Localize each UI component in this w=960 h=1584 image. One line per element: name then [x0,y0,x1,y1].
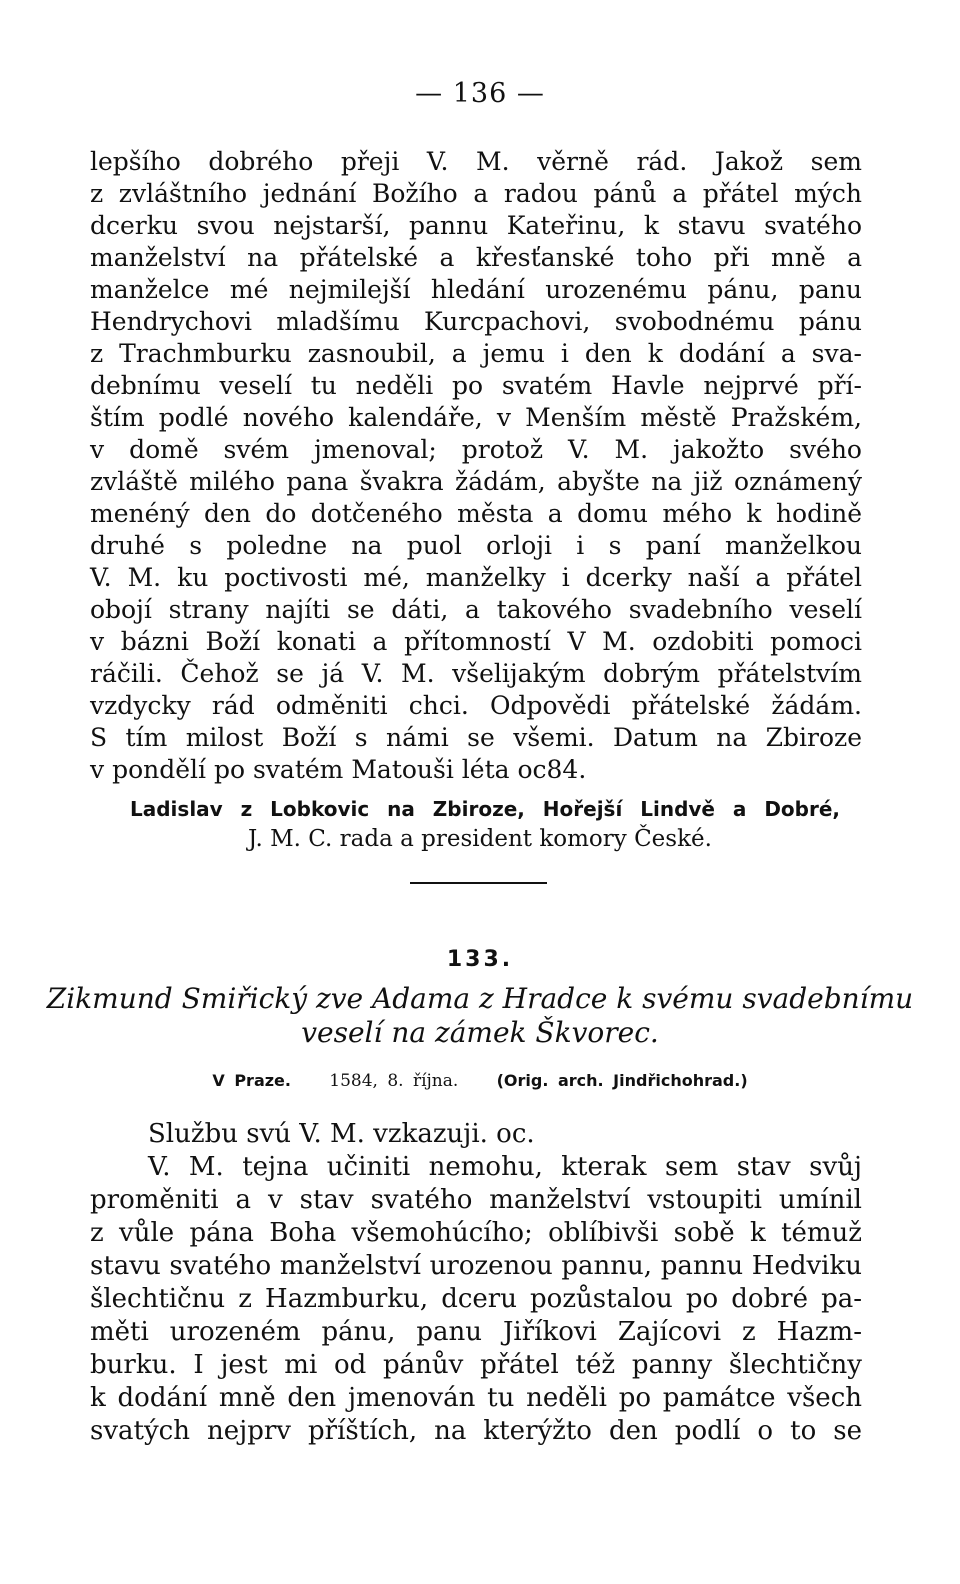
text-line: v domě svém jmenoval; protož V. M. jakožto svého [90,435,862,464]
text-line: ráčili. Čehož se já V. M. všelijakým dobrým přátelstvím [90,659,862,688]
text-line: menéný den do dotčeného města a domu mého k hodině [90,499,862,528]
text-line: z Trachmburku zasnoubil, a jemu i den k dodání a sva- [90,339,862,368]
source-date: 1584, 8. října. [329,1071,459,1091]
letter-heading: Zikmund Smiřický zve Adama z Hradce k svému svadebnímu [46,982,914,1015]
text-line: obojí strany najíti se dáti, a takového svadebního veselí [90,595,862,624]
text-line: vzdycky rád odměniti chci. Odpovědi přátelské žádám. [90,691,862,720]
text-line: zvláště milého pana švakra žádám, abyšte na již oznámený [90,467,862,496]
text-line: štím podlé nového kalendáře, v Menším městě Pražském, [90,403,862,432]
section-divider [410,882,547,884]
text-line: z zvláštního jednání Božího a radou pánů a přátel mých [90,179,862,208]
text-line: v bázni Boží konati a přítomností V M. ozdobiti pomoci [90,627,862,656]
signature-title: J. M. C. rada a president komory České. [248,826,712,852]
text-line: manželce mé nejmilejší hledání urozenému pánu, panu [90,275,862,304]
text-line: S tím milost Boží s námi se všemi. Datum na Zbiroze [90,723,862,752]
text-line: stavu svatého manželství urozenou pannu, pannu Hedviku [90,1251,862,1281]
text-line: svatých nejprv příštích, na kterýžto den podlí o to se [90,1416,862,1446]
text-line: proměniti a v stav svatého manželství vstoupiti umínil [90,1185,862,1215]
text-line: šlechtičnu z Hazmburku, dceru pozůstalou po dobré pa- [90,1284,862,1314]
text-line: k dodání mně den jmenován tu neděli po památce všech [90,1383,862,1413]
text-line: z vůle pána Boha všemohúcího; oblíbivši sobě k témuž [90,1218,862,1248]
letter-number: 133. [446,947,514,972]
text-line: lepšího dobrého přeji V. M. věrně rád. Jakož sem [90,147,862,176]
source-line [0,1071,960,1091]
letter-heading-continued: veselí na zámek Škvorec. [301,1016,659,1049]
source-archive: (Orig. arch. Jindřichohrad.) [496,1071,748,1090]
signature-line: Ladislav z Lobkovic na Zbiroze, Hořejší Lindvě a Dobré, [130,797,840,821]
text-line: druhé s poledne na puol orloji i s paní manželkou [90,531,862,560]
text-line: měti urozeném pánu, panu Jiříkovi Zajícovi z Hazm- [90,1317,862,1347]
text-line: burku. I jest mi od pánův přátel též panny šlechtičny [90,1350,862,1380]
text-line: debnímu veselí tu neděli po svatém Havle nejprvé pří- [90,371,862,400]
text-line: Hendrychovi mladšímu Kurcpachovi, svobodnému pánu [90,307,862,336]
text-line: V. M. ku poctivosti mé, manželky i dcerky naší a přátel [90,563,862,592]
text-line: dcerku svou nejstarší, pannu Kateřinu, k stavu svatého [90,211,862,240]
text-line: Službu svú V. M. vzkazuji. oc. [148,1119,535,1149]
text-line: manželství na přátelské a křesťanské toho při mně a [90,243,862,272]
page-number: — 136 — [415,78,545,109]
text-line: V. M. tejna učiniti nemohu, kterak sem stav svůj [148,1152,862,1182]
text-line: v pondělí po svatém Matouši léta oc84. [90,755,587,784]
source-place: V Praze. [212,1071,291,1090]
